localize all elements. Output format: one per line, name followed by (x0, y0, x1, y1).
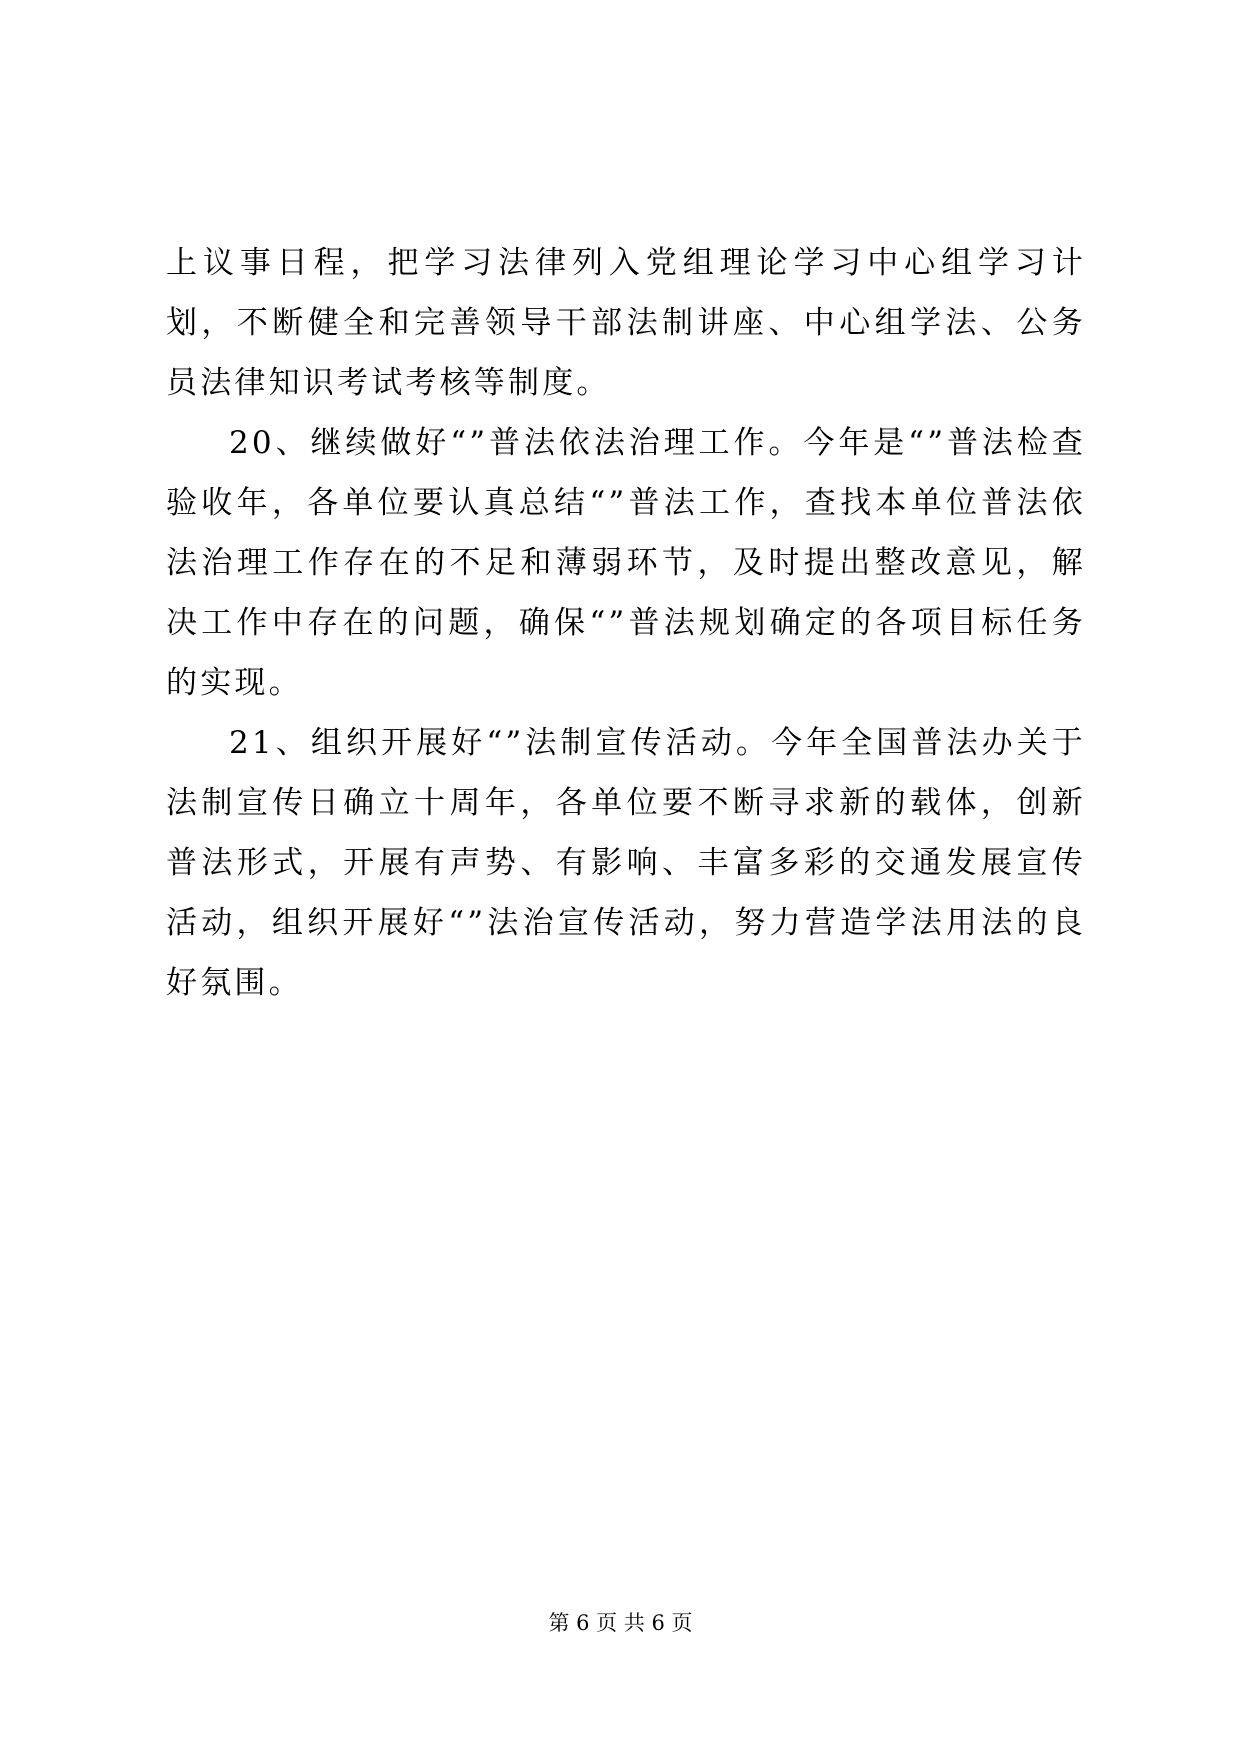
paragraph-item-20: 20、继续做好“”普法依法治理工作。今年是“”普法检查验收年，各单位要认真总结“”普法工作，查找本单位普法依法治理工作存在的不足和薄弱环节，及时提出整改意见，解决工作中存在的问题，确保“”普法规划确定的各项目标任务的实现。 (166, 425, 1086, 701)
page-number-label: 第 6 页 共 6 页 (548, 1611, 693, 1635)
page-footer (0, 1608, 1241, 1638)
paragraph-item-21: 21、组织开展好“”法制宣传活动。今年全国普法办关于法制宣传日确立十周年，各单位要不断寻求新的载体，创新普法形式，开展有声势、有影响、丰富多彩的交通发展宣传活动，组织开展好“”法治宣传活动，努力营造学法用法的良好氛围。 (166, 725, 1086, 1001)
paragraph-continuation: 上议事日程，把学习法律列入党组理论学习中心组学习计划，不断健全和完善领导干部法制讲座、中心组学法、公务员法律知识考试考核等制度。 (166, 245, 1086, 401)
document-body (166, 233, 1086, 1013)
